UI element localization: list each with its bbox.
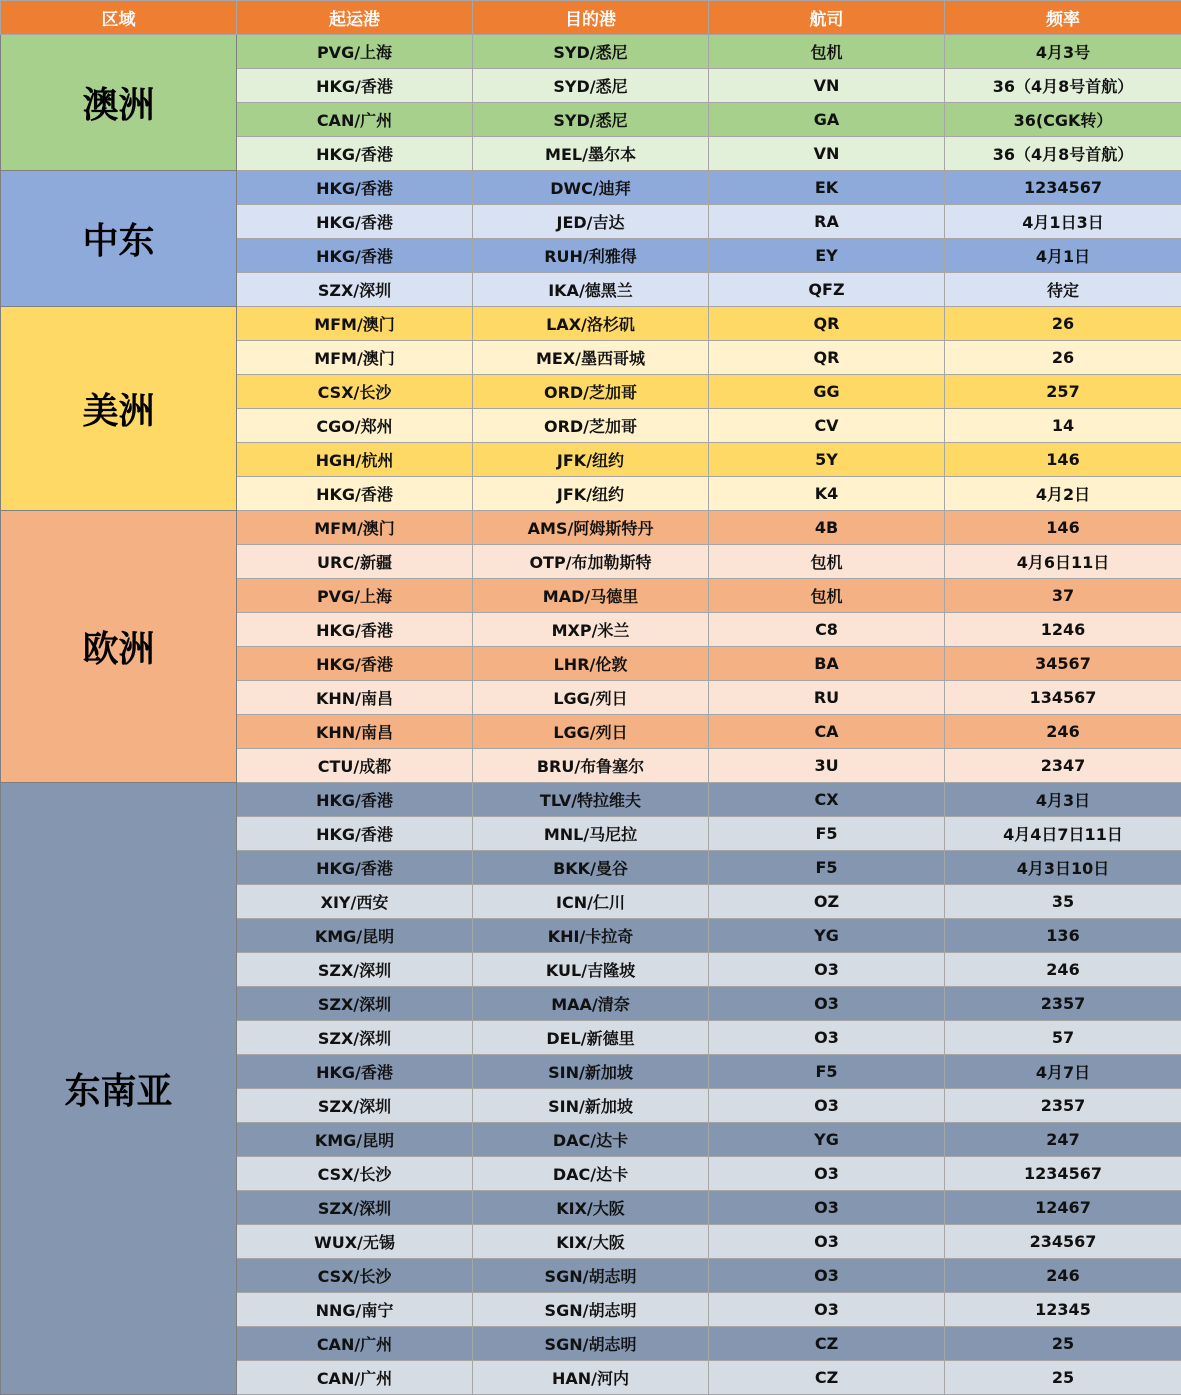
origin-port-cell: HGH/杭州 [237,443,473,477]
frequency-cell: 12345 [945,1293,1181,1327]
origin-port-cell: SZX/深圳 [237,953,473,987]
frequency-cell: 4月3日10日 [945,851,1181,885]
destination-port-cell: JED/吉达 [473,205,709,239]
destination-port-cell: JFK/纽约 [473,477,709,511]
airline-cell: O3 [709,1021,945,1055]
origin-port-cell: SZX/深圳 [237,987,473,1021]
origin-port-cell: SZX/深圳 [237,1021,473,1055]
airline-cell: O3 [709,1157,945,1191]
frequency-cell: 2357 [945,1089,1181,1123]
table-row [1,307,1181,341]
frequency-cell: 2357 [945,987,1181,1021]
frequency-cell: 34567 [945,647,1181,681]
airline-cell: 4B [709,511,945,545]
destination-port-cell: KHI/卡拉奇 [473,919,709,953]
frequency-cell: 4月1日 [945,239,1181,273]
table-body [1,35,1181,1395]
table-row [1,35,1181,69]
header-origin-port: 起运港 [237,1,473,35]
frequency-cell: 25 [945,1327,1181,1361]
origin-port-cell: HKG/香港 [237,851,473,885]
origin-port-cell: HKG/香港 [237,613,473,647]
airline-cell: K4 [709,477,945,511]
destination-port-cell: SYD/悉尼 [473,103,709,137]
airline-cell: 3U [709,749,945,783]
frequency-cell: 257 [945,375,1181,409]
frequency-cell: 234567 [945,1225,1181,1259]
frequency-cell: 26 [945,341,1181,375]
destination-port-cell: DWC/迪拜 [473,171,709,205]
airline-cell: F5 [709,851,945,885]
origin-port-cell: CSX/长沙 [237,375,473,409]
origin-port-cell: CSX/长沙 [237,1157,473,1191]
frequency-cell: 246 [945,1259,1181,1293]
airline-cell: RU [709,681,945,715]
table-row [1,511,1181,545]
destination-port-cell: SGN/胡志明 [473,1327,709,1361]
airline-cell: YG [709,1123,945,1157]
origin-port-cell: HKG/香港 [237,69,473,103]
airline-cell: QFZ [709,273,945,307]
destination-port-cell: LAX/洛杉矶 [473,307,709,341]
frequency-cell: 247 [945,1123,1181,1157]
header-row [1,1,1181,35]
frequency-cell: 4月1日3日 [945,205,1181,239]
frequency-cell: 36（4月8号首航） [945,137,1181,171]
origin-port-cell: URC/新疆 [237,545,473,579]
airline-cell: O3 [709,1089,945,1123]
airline-cell: CX [709,783,945,817]
region-cell: 东南亚 [1,783,237,1395]
frequency-cell: 4月2日 [945,477,1181,511]
destination-port-cell: SGN/胡志明 [473,1259,709,1293]
region-cell: 欧洲 [1,511,237,783]
destination-port-cell: LGG/列日 [473,715,709,749]
frequency-cell: 1234567 [945,171,1181,205]
origin-port-cell: HKG/香港 [237,171,473,205]
origin-port-cell: MFM/澳门 [237,511,473,545]
destination-port-cell: LGG/列日 [473,681,709,715]
destination-port-cell: MEL/墨尔本 [473,137,709,171]
airline-cell: O3 [709,1225,945,1259]
destination-port-cell: RUH/利雅得 [473,239,709,273]
origin-port-cell: PVG/上海 [237,35,473,69]
frequency-cell: 136 [945,919,1181,953]
table-header [1,1,1181,35]
origin-port-cell: HKG/香港 [237,783,473,817]
airline-cell: O3 [709,953,945,987]
origin-port-cell: XIY/西安 [237,885,473,919]
airline-cell: O3 [709,1191,945,1225]
header-region: 区域 [1,1,237,35]
origin-port-cell: SZX/深圳 [237,273,473,307]
origin-port-cell: KHN/南昌 [237,715,473,749]
frequency-cell: 4月4日7日11日 [945,817,1181,851]
destination-port-cell: OTP/布加勒斯特 [473,545,709,579]
destination-port-cell: MAD/马德里 [473,579,709,613]
airline-cell: OZ [709,885,945,919]
airline-cell: CZ [709,1361,945,1395]
frequency-cell: 1246 [945,613,1181,647]
destination-port-cell: SYD/悉尼 [473,69,709,103]
origin-port-cell: CAN/广州 [237,1361,473,1395]
airline-cell: RA [709,205,945,239]
destination-port-cell: JFK/纽约 [473,443,709,477]
destination-port-cell: SIN/新加坡 [473,1055,709,1089]
frequency-cell: 36（4月8号首航） [945,69,1181,103]
airline-cell: GA [709,103,945,137]
destination-port-cell: AMS/阿姆斯特丹 [473,511,709,545]
airline-cell: YG [709,919,945,953]
airline-cell: CZ [709,1327,945,1361]
header-destination-port: 目的港 [473,1,709,35]
airline-cell: CA [709,715,945,749]
origin-port-cell: CAN/广州 [237,103,473,137]
destination-port-cell: MXP/米兰 [473,613,709,647]
destination-port-cell: SYD/悉尼 [473,35,709,69]
destination-port-cell: KUL/吉隆坡 [473,953,709,987]
airline-cell: CV [709,409,945,443]
frequency-cell: 246 [945,715,1181,749]
destination-port-cell: ICN/仁川 [473,885,709,919]
origin-port-cell: WUX/无锡 [237,1225,473,1259]
airline-cell: EK [709,171,945,205]
destination-port-cell: TLV/特拉维夫 [473,783,709,817]
origin-port-cell: HKG/香港 [237,205,473,239]
origin-port-cell: PVG/上海 [237,579,473,613]
header-frequency: 频率 [945,1,1181,35]
destination-port-cell: HAN/河内 [473,1361,709,1395]
region-cell: 中东 [1,171,237,307]
origin-port-cell: NNG/南宁 [237,1293,473,1327]
origin-port-cell: CAN/广州 [237,1327,473,1361]
frequency-cell: 2347 [945,749,1181,783]
frequency-cell: 25 [945,1361,1181,1395]
region-cell: 美洲 [1,307,237,511]
airline-cell: VN [709,69,945,103]
destination-port-cell: BRU/布鲁塞尔 [473,749,709,783]
destination-port-cell: SIN/新加坡 [473,1089,709,1123]
airline-cell: 包机 [709,579,945,613]
airline-cell: 包机 [709,545,945,579]
airline-cell: QR [709,307,945,341]
airline-cell: EY [709,239,945,273]
frequency-cell: 146 [945,511,1181,545]
destination-port-cell: BKK/曼谷 [473,851,709,885]
frequency-cell: 37 [945,579,1181,613]
airline-cell: BA [709,647,945,681]
origin-port-cell: HKG/香港 [237,239,473,273]
destination-port-cell: IKA/德黑兰 [473,273,709,307]
destination-port-cell: MEX/墨西哥城 [473,341,709,375]
frequency-cell: 246 [945,953,1181,987]
frequency-cell: 35 [945,885,1181,919]
origin-port-cell: HKG/香港 [237,477,473,511]
frequency-cell: 36(CGK转） [945,103,1181,137]
airline-cell: O3 [709,1259,945,1293]
airline-cell: VN [709,137,945,171]
table-row [1,171,1181,205]
destination-port-cell: DEL/新德里 [473,1021,709,1055]
destination-port-cell: ORD/芝加哥 [473,409,709,443]
origin-port-cell: CSX/长沙 [237,1259,473,1293]
frequency-cell: 134567 [945,681,1181,715]
frequency-cell: 57 [945,1021,1181,1055]
origin-port-cell: KMG/昆明 [237,1123,473,1157]
destination-port-cell: DAC/达卡 [473,1123,709,1157]
airline-cell: 包机 [709,35,945,69]
destination-port-cell: SGN/胡志明 [473,1293,709,1327]
airline-cell: C8 [709,613,945,647]
origin-port-cell: HKG/香港 [237,647,473,681]
destination-port-cell: LHR/伦敦 [473,647,709,681]
frequency-cell: 146 [945,443,1181,477]
airline-cell: F5 [709,1055,945,1089]
origin-port-cell: SZX/深圳 [237,1089,473,1123]
frequency-cell: 12467 [945,1191,1181,1225]
origin-port-cell: KMG/昆明 [237,919,473,953]
origin-port-cell: HKG/香港 [237,137,473,171]
destination-port-cell: MAA/清奈 [473,987,709,1021]
origin-port-cell: MFM/澳门 [237,307,473,341]
frequency-cell: 14 [945,409,1181,443]
destination-port-cell: KIX/大阪 [473,1225,709,1259]
origin-port-cell: HKG/香港 [237,1055,473,1089]
origin-port-cell: CGO/郑州 [237,409,473,443]
origin-port-cell: KHN/南昌 [237,681,473,715]
origin-port-cell: SZX/深圳 [237,1191,473,1225]
header-airline: 航司 [709,1,945,35]
airline-cell: F5 [709,817,945,851]
region-cell: 澳洲 [1,35,237,171]
origin-port-cell: HKG/香港 [237,817,473,851]
origin-port-cell: MFM/澳门 [237,341,473,375]
frequency-cell: 4月7日 [945,1055,1181,1089]
airline-cell: O3 [709,987,945,1021]
airline-cell: QR [709,341,945,375]
destination-port-cell: DAC/达卡 [473,1157,709,1191]
origin-port-cell: CTU/成都 [237,749,473,783]
destination-port-cell: MNL/马尼拉 [473,817,709,851]
frequency-cell: 26 [945,307,1181,341]
destination-port-cell: KIX/大阪 [473,1191,709,1225]
table-row [1,783,1181,817]
destination-port-cell: ORD/芝加哥 [473,375,709,409]
frequency-cell: 1234567 [945,1157,1181,1191]
frequency-cell: 4月3日 [945,783,1181,817]
airline-cell: GG [709,375,945,409]
frequency-cell: 4月3号 [945,35,1181,69]
frequency-cell: 待定 [945,273,1181,307]
airline-cell: O3 [709,1293,945,1327]
frequency-cell: 4月6日11日 [945,545,1181,579]
airline-cell: 5Y [709,443,945,477]
